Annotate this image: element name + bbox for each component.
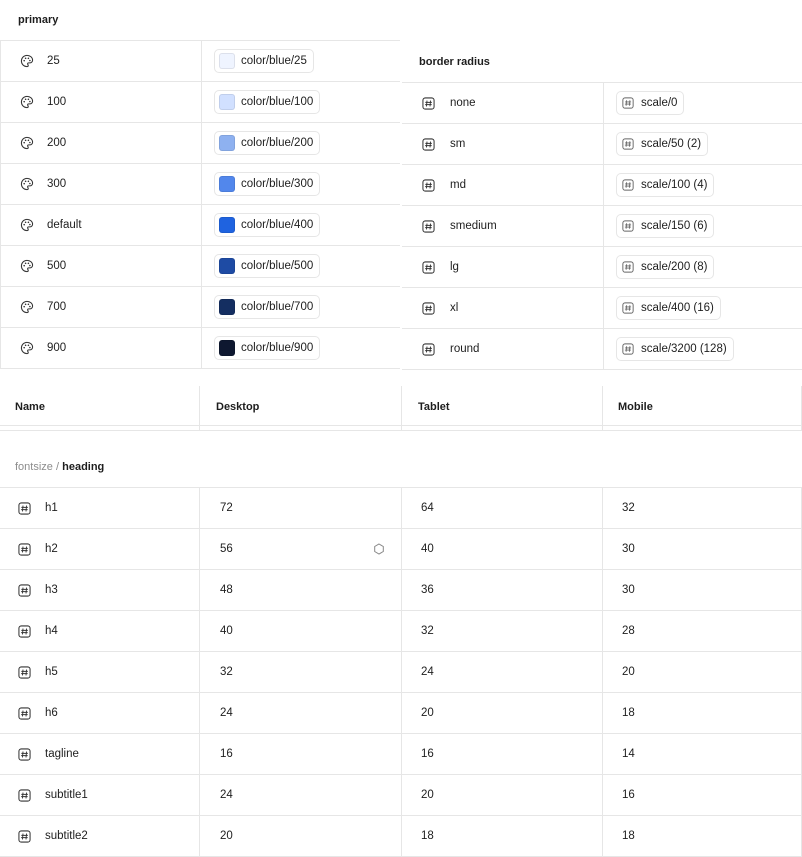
token-name-cell bbox=[0, 287, 202, 327]
group-prefix: fontsize bbox=[15, 461, 53, 473]
color-swatch bbox=[219, 53, 235, 69]
token-name: h6 bbox=[45, 707, 58, 719]
number-variable-label: scale/3200 (128) bbox=[641, 343, 727, 355]
palette-icon bbox=[19, 53, 35, 69]
number-variable-chip[interactable] bbox=[616, 296, 721, 320]
border-radius-section-title: border radius bbox=[419, 56, 490, 68]
token-name: subtitle2 bbox=[45, 830, 88, 842]
token-name-cell bbox=[0, 816, 200, 856]
primary-token-row[interactable] bbox=[0, 205, 400, 246]
number-variable-icon bbox=[621, 301, 635, 315]
token-name-cell bbox=[0, 164, 202, 204]
desktop-value-cell[interactable] bbox=[200, 734, 402, 774]
token-name-cell bbox=[0, 488, 200, 528]
token-name-cell bbox=[0, 529, 200, 569]
color-variable-label: color/blue/400 bbox=[241, 219, 314, 231]
mobile-value-cell[interactable] bbox=[603, 734, 802, 774]
token-value-cell bbox=[604, 329, 802, 369]
tablet-value: 40 bbox=[421, 543, 434, 555]
desktop-value-cell[interactable] bbox=[200, 488, 402, 528]
number-variable-icon bbox=[621, 219, 635, 233]
desktop-value-cell[interactable] bbox=[200, 529, 402, 569]
color-variable-chip[interactable] bbox=[214, 172, 320, 196]
fontsize-token-row[interactable] bbox=[0, 816, 802, 857]
color-variable-label: color/blue/100 bbox=[241, 96, 314, 108]
column-header-name[interactable]: Name bbox=[15, 401, 45, 413]
token-name-cell bbox=[402, 124, 604, 164]
border-radius-token-row[interactable] bbox=[402, 247, 802, 288]
color-variable-label: color/blue/25 bbox=[241, 55, 307, 67]
token-name-cell bbox=[402, 329, 604, 369]
token-name-cell bbox=[0, 205, 202, 245]
color-swatch bbox=[219, 217, 235, 233]
color-swatch bbox=[219, 299, 235, 315]
color-swatch bbox=[219, 340, 235, 356]
token-name-cell bbox=[402, 83, 604, 123]
color-variable-chip[interactable] bbox=[214, 131, 320, 155]
token-value-cell bbox=[202, 164, 400, 204]
color-variable-chip[interactable] bbox=[214, 336, 320, 360]
primary-token-row[interactable] bbox=[0, 287, 400, 328]
tablet-value-cell[interactable] bbox=[402, 570, 603, 610]
token-name: subtitle1 bbox=[45, 789, 88, 801]
primary-token-row[interactable] bbox=[0, 123, 400, 164]
token-name: h5 bbox=[45, 666, 58, 678]
tablet-value-cell[interactable] bbox=[402, 693, 603, 733]
desktop-value-cell[interactable] bbox=[200, 693, 402, 733]
number-variable-label: scale/150 (6) bbox=[641, 220, 708, 232]
color-variable-label: color/blue/200 bbox=[241, 137, 314, 149]
color-swatch bbox=[219, 176, 235, 192]
token-name-cell bbox=[0, 734, 200, 774]
token-name-cell bbox=[0, 652, 200, 692]
desktop-value: 24 bbox=[220, 707, 233, 719]
column-header-desktop[interactable]: Desktop bbox=[216, 401, 260, 413]
tablet-value: 16 bbox=[421, 748, 434, 760]
mobile-value-cell[interactable] bbox=[603, 488, 802, 528]
tablet-value: 20 bbox=[421, 789, 434, 801]
palette-icon bbox=[19, 217, 35, 233]
number-variable-label: scale/100 (4) bbox=[641, 179, 708, 191]
fontsize-token-row[interactable] bbox=[0, 570, 802, 611]
token-value-cell bbox=[202, 328, 400, 368]
palette-icon bbox=[19, 135, 35, 151]
token-name: 300 bbox=[47, 178, 67, 190]
number-variable-icon bbox=[420, 341, 436, 357]
number-variable-icon bbox=[16, 705, 32, 721]
token-name: sm bbox=[450, 138, 466, 150]
color-variable-chip[interactable] bbox=[214, 49, 314, 73]
number-variable-icon bbox=[621, 260, 635, 274]
primary-token-row[interactable] bbox=[0, 41, 400, 82]
desktop-value-cell[interactable] bbox=[200, 775, 402, 815]
fontsize-token-row[interactable] bbox=[0, 693, 802, 734]
desktop-value: 72 bbox=[220, 502, 233, 514]
color-swatch bbox=[219, 94, 235, 110]
color-swatch bbox=[219, 258, 235, 274]
number-variable-chip[interactable] bbox=[616, 132, 708, 156]
number-variable-icon bbox=[621, 96, 635, 110]
number-variable-chip[interactable] bbox=[616, 255, 714, 279]
number-variable-icon bbox=[420, 300, 436, 316]
component-icon[interactable] bbox=[371, 541, 387, 557]
token-name: tagline bbox=[45, 748, 79, 760]
number-variable-icon bbox=[16, 746, 32, 762]
primary-token-row[interactable] bbox=[0, 164, 400, 205]
group-separator: / bbox=[55, 461, 60, 473]
token-name: none bbox=[450, 97, 476, 109]
token-name: 25 bbox=[47, 55, 60, 67]
tablet-value: 24 bbox=[421, 666, 434, 678]
color-variable-label: color/blue/500 bbox=[241, 260, 314, 272]
tablet-value-cell[interactable] bbox=[402, 488, 603, 528]
mobile-value: 20 bbox=[622, 666, 635, 678]
number-variable-label: scale/400 (16) bbox=[641, 302, 714, 314]
fontsize-token-row[interactable] bbox=[0, 652, 802, 693]
primary-token-row[interactable] bbox=[0, 82, 400, 123]
group-name: heading bbox=[62, 461, 105, 473]
token-name-cell bbox=[0, 82, 202, 122]
color-variable-chip[interactable] bbox=[214, 90, 320, 114]
token-name: h1 bbox=[45, 502, 58, 514]
token-name-cell bbox=[0, 693, 200, 733]
border-radius-token-row[interactable] bbox=[402, 288, 802, 329]
number-variable-chip[interactable] bbox=[616, 91, 684, 115]
token-value-cell bbox=[202, 41, 400, 81]
color-variable-label: color/blue/300 bbox=[241, 178, 314, 190]
token-name-cell bbox=[402, 165, 604, 205]
palette-icon bbox=[19, 176, 35, 192]
number-variable-chip[interactable] bbox=[616, 214, 714, 238]
desktop-value-cell[interactable] bbox=[200, 570, 402, 610]
desktop-value: 20 bbox=[220, 830, 233, 842]
palette-icon bbox=[19, 340, 35, 356]
tablet-value-cell[interactable] bbox=[402, 652, 603, 692]
number-variable-icon bbox=[420, 218, 436, 234]
color-variable-chip[interactable] bbox=[214, 254, 320, 278]
token-value-cell bbox=[604, 83, 802, 123]
group-path bbox=[15, 461, 104, 473]
token-name-cell bbox=[0, 328, 202, 368]
tablet-value: 64 bbox=[421, 502, 434, 514]
border-radius-token-row[interactable] bbox=[402, 165, 802, 206]
tablet-value: 20 bbox=[421, 707, 434, 719]
number-variable-icon bbox=[16, 664, 32, 680]
desktop-value: 40 bbox=[220, 625, 233, 637]
number-variable-icon bbox=[16, 828, 32, 844]
number-variable-label: scale/50 (2) bbox=[641, 138, 702, 150]
border-radius-token-row[interactable] bbox=[402, 124, 802, 165]
mobile-value: 18 bbox=[622, 830, 635, 842]
token-name-cell bbox=[0, 570, 200, 610]
token-value-cell bbox=[604, 124, 802, 164]
token-name: lg bbox=[450, 261, 459, 273]
desktop-value: 24 bbox=[220, 789, 233, 801]
color-variable-label: color/blue/900 bbox=[241, 342, 314, 354]
border-radius-token-row[interactable] bbox=[402, 206, 802, 247]
primary-token-row[interactable] bbox=[0, 246, 400, 287]
mobile-value: 32 bbox=[622, 502, 635, 514]
number-variable-icon bbox=[16, 623, 32, 639]
color-variable-chip[interactable] bbox=[214, 295, 320, 319]
palette-icon bbox=[19, 258, 35, 274]
mobile-value: 18 bbox=[622, 707, 635, 719]
token-name: 100 bbox=[47, 96, 67, 108]
fontsize-token-row[interactable] bbox=[0, 775, 802, 816]
token-name: 700 bbox=[47, 301, 67, 313]
token-name: smedium bbox=[450, 220, 497, 232]
mobile-value-cell[interactable] bbox=[603, 529, 802, 569]
number-variable-icon bbox=[16, 500, 32, 516]
fontsize-token-row[interactable] bbox=[0, 734, 802, 775]
token-name: 200 bbox=[47, 137, 67, 149]
palette-icon bbox=[19, 299, 35, 315]
fontsize-table-header bbox=[0, 386, 802, 430]
token-value-cell bbox=[202, 123, 400, 163]
mobile-value-cell[interactable] bbox=[603, 775, 802, 815]
mobile-value: 30 bbox=[622, 543, 635, 555]
number-variable-icon bbox=[420, 136, 436, 152]
number-variable-label: scale/0 bbox=[641, 97, 678, 109]
number-variable-icon bbox=[420, 177, 436, 193]
mobile-value: 14 bbox=[622, 748, 635, 760]
token-name-cell bbox=[0, 611, 200, 651]
mobile-value: 16 bbox=[622, 789, 635, 801]
token-value-cell bbox=[202, 82, 400, 122]
border-radius-token-row[interactable] bbox=[402, 329, 802, 370]
token-name-cell bbox=[402, 247, 604, 287]
mobile-value: 30 bbox=[622, 584, 635, 596]
tablet-value-cell[interactable] bbox=[402, 529, 603, 569]
token-value-cell bbox=[202, 287, 400, 327]
number-variable-icon bbox=[621, 137, 635, 151]
token-value-cell bbox=[604, 165, 802, 205]
token-name-cell bbox=[402, 206, 604, 246]
token-value-cell bbox=[604, 288, 802, 328]
token-name: xl bbox=[450, 302, 459, 314]
number-variable-icon bbox=[16, 582, 32, 598]
number-variable-chip[interactable] bbox=[616, 173, 714, 197]
desktop-value-cell[interactable] bbox=[200, 652, 402, 692]
token-name: default bbox=[47, 219, 82, 231]
token-name-cell bbox=[402, 288, 604, 328]
number-variable-icon bbox=[16, 787, 32, 803]
tablet-value-cell[interactable] bbox=[402, 734, 603, 774]
column-header-tablet[interactable]: Tablet bbox=[418, 401, 450, 413]
primary-token-row[interactable] bbox=[0, 328, 400, 369]
token-name: round bbox=[450, 343, 480, 355]
fontsize-token-row[interactable] bbox=[0, 611, 802, 652]
token-value-cell bbox=[604, 247, 802, 287]
mobile-value-cell[interactable] bbox=[603, 816, 802, 856]
number-variable-icon bbox=[16, 541, 32, 557]
token-value-cell bbox=[202, 246, 400, 286]
token-value-cell bbox=[202, 205, 400, 245]
fontsize-token-row[interactable] bbox=[0, 488, 802, 529]
number-variable-icon bbox=[621, 178, 635, 192]
desktop-value: 16 bbox=[220, 748, 233, 760]
token-name-cell bbox=[0, 123, 202, 163]
mobile-value-cell[interactable] bbox=[603, 693, 802, 733]
color-swatch bbox=[219, 135, 235, 151]
number-variable-icon bbox=[621, 342, 635, 356]
token-name: md bbox=[450, 179, 466, 191]
border-radius-token-row[interactable] bbox=[402, 83, 802, 124]
color-variable-label: color/blue/700 bbox=[241, 301, 314, 313]
mobile-value-cell[interactable] bbox=[603, 611, 802, 651]
tablet-value-cell[interactable] bbox=[402, 816, 603, 856]
token-name: 900 bbox=[47, 342, 67, 354]
token-name: h4 bbox=[45, 625, 58, 637]
tablet-value-cell[interactable] bbox=[402, 775, 603, 815]
tablet-value: 32 bbox=[421, 625, 434, 637]
token-name: h3 bbox=[45, 584, 58, 596]
color-variable-chip[interactable] bbox=[214, 213, 320, 237]
token-name: 500 bbox=[47, 260, 67, 272]
mobile-value-cell[interactable] bbox=[603, 652, 802, 692]
number-variable-chip[interactable] bbox=[616, 337, 734, 361]
number-variable-label: scale/200 (8) bbox=[641, 261, 708, 273]
desktop-value: 56 bbox=[220, 543, 233, 555]
desktop-value-cell[interactable] bbox=[200, 816, 402, 856]
token-name-cell bbox=[0, 41, 202, 81]
fontsize-token-row[interactable] bbox=[0, 529, 802, 570]
tablet-value: 36 bbox=[421, 584, 434, 596]
number-variable-icon bbox=[420, 259, 436, 275]
desktop-value-cell[interactable] bbox=[200, 611, 402, 651]
token-name-cell bbox=[0, 775, 200, 815]
desktop-value: 32 bbox=[220, 666, 233, 678]
tablet-value: 18 bbox=[421, 830, 434, 842]
primary-section-title: primary bbox=[18, 14, 59, 26]
palette-icon bbox=[19, 94, 35, 110]
column-header-mobile[interactable]: Mobile bbox=[618, 401, 653, 413]
token-name-cell bbox=[0, 246, 202, 286]
mobile-value: 28 bbox=[622, 625, 635, 637]
token-value-cell bbox=[604, 206, 802, 246]
tablet-value-cell[interactable] bbox=[402, 611, 603, 651]
desktop-value: 48 bbox=[220, 584, 233, 596]
token-name: h2 bbox=[45, 543, 58, 555]
mobile-value-cell[interactable] bbox=[603, 570, 802, 610]
number-variable-icon bbox=[420, 95, 436, 111]
